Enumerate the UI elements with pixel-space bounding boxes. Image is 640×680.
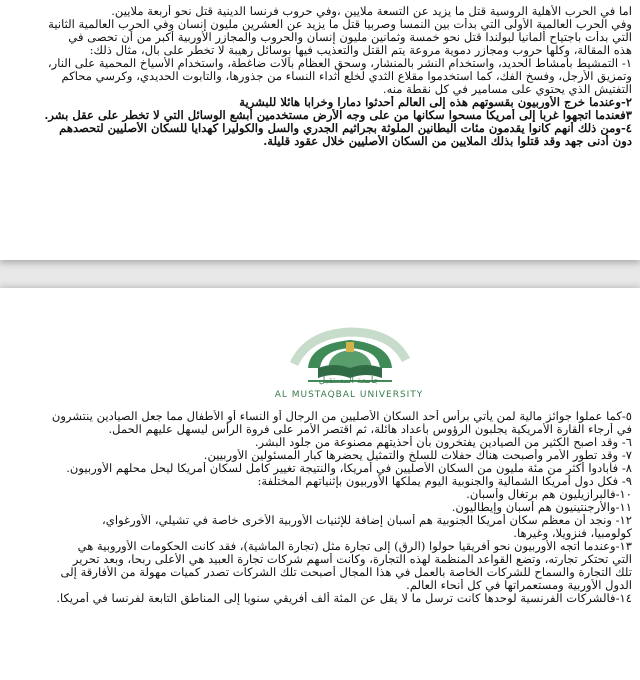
text-line: التي تحتكر تجارته، وتضع القواعد المنظمة لهذه التجارة، وكانت أسهم شركات تجارة العبيد هي الأعلى ربحا، وبعد تحرير [72, 553, 632, 566]
text-line: ١- التمشيط بأمشاط الحديد، واستخدام النشر بالمنشار، وسحق العظام بآلات ضاغطة، واستخدام الأسياخ المحمية على النار، [47, 57, 632, 70]
logo-arabic-text: جامعة المستقبل [318, 376, 380, 386]
text-line: ١٤-فالشركات الفرنسية لوحدها كانت ترسل ما لا يقل عن المئة ألف أفريقي سنويا إلى المناطق التابعة لفرنسا في أمريكا. [56, 592, 632, 605]
text-line: كولومبيا، فنزويلا، وغيرها. [513, 527, 632, 540]
text-line: ٧- وقد تطور الأمر وأصبحت هناك حفلات للسلخ والتمثيل يحضرها كبار المسئولين الأوربيين. [203, 449, 632, 462]
text-line: ٢-وعندما خرج الأوربيون بقسوتهم هذه إلى العالم أحدثوا دمارا وخرابا هائلا للبشرية [239, 96, 632, 109]
text-line: هذه المقالة، وكلها حروب ومجازر دموية مروعة يتم القتل والتعذيب فيها بوسائل رهيبة لا تخطر على بال، مثال ذلك: [89, 44, 632, 57]
text-line: ٣فعندما اتجهوا غربا إلى أمريكا مسحوا سكانها من على وجه الأرض مستخدمين أبشع الوسائل التي لا تخطر على عقل بشر. [44, 109, 632, 122]
text-line: ٥-كما عملوا جوائز مالية لمن يأتي برأس أحد السكان الأصليين من الرجال أو النساء أو الأطفال مما جعل الصيادين ينتشرون [51, 410, 632, 423]
text-line: تلك التجارة والسماح للشركات الخاصة بالعمل في هذا المجال أصبحت تلك الشركات تصدر كميات مهولة من الأفارقة إلى [60, 566, 632, 579]
text-line: ١٠-فالبرازيليون هم برتغال وأسبان. [466, 488, 632, 501]
text-line: ٩- فكل دول أمريكا الشمالية والجنوبية اليوم يملكها الأوربيون بإثنياتهم المختلفة: [257, 475, 632, 488]
text-line: الدول الأوربية ومستعمراتها في كل أنحاء العالم. [406, 579, 632, 592]
text-line: ٨- فأبادوا أكثر من مئة مليون من السكان الأصليين في أمريكا، والنتيجة تغيير كامل لسكان أمريكا ليحل محلهم الأوربيون. [66, 462, 632, 475]
text-line: التي بدأت باجتياح ألمانيا لبولندا قتل نحو خمسة وثمانين مليون إنسان والحروب والمجازر الأوربية أكبر من أن تحصى في [68, 31, 632, 44]
text-line: في أرجاء القارة الأمريكية يجلبون الرؤوس بأعداد هائلة، ثم اقتصر الأمر على فروة الرأس ليسهل عليهم الحمل. [108, 423, 632, 436]
text-line: وفي الحرب العالمية الأولى التي بدأت بين النمسا وصربيا قتل ما يزيد عن العشرين مليون إنسان وفي الحرب العالمية الثانية [48, 18, 632, 31]
text-line: ١١-والأرجنتينيون هم أسبان وإيطاليون. [451, 501, 632, 514]
text-line: وتمزيق الأرجل، وفسخ الفك، كما استخدموا مقلاع الثدي لخلع أثداء النساء من جذورها، والتابوت الحديدي، وكرسي محاكم [61, 70, 632, 83]
document-page-2 [0, 288, 640, 680]
text-line: ١٢- ونجد أن معظم سكان أمريكا الجنوبية هم أسبان إضافة للإثنيات الأوربية الأخرى خاصة في تشيلي، الأورغواي، [102, 514, 632, 527]
text-line: التفتيش الذي يحتوي على مسامير في كل نقطة منه. [382, 83, 632, 96]
text-line: ٤-ومن ذلك أنهم كانوا يقدمون مئات البطانين الملوثة بجراثيم الجدري والسل والكوليرا كهدايا للسكان الأصليين لتحصدهم [59, 122, 632, 135]
logo-english-text: AL MUSTAQBAL UNIVERSITY [274, 390, 424, 400]
document-page-1 [0, 0, 640, 260]
text-line: دون أدنى جهد وقد قتلوا بذلك الملايين من السكان الأصليين خلال عقود قليلة. [263, 135, 632, 148]
text-line: اما في الحرب الأهلية الروسية قتل ما يزيد عن التسعة ملايين ،وفي حروب فرنسا الدينية قتل نحو أربعة ملايين. [111, 5, 632, 18]
university-logo [8, 288, 632, 410]
text-line: ١٣-وعندما اتجه الأوربيون نحو أفريقيا حولوا (الرق) إلى تجارة مثل (تجارة الماشية)، فقد كانت الحكومات الأوروبية هي [77, 540, 632, 553]
text-line: ٦- وقد اصبح الكثير من الصيادين يفتخرون بأن أحذيتهم مصنوعة من جلود البشر. [254, 436, 632, 449]
